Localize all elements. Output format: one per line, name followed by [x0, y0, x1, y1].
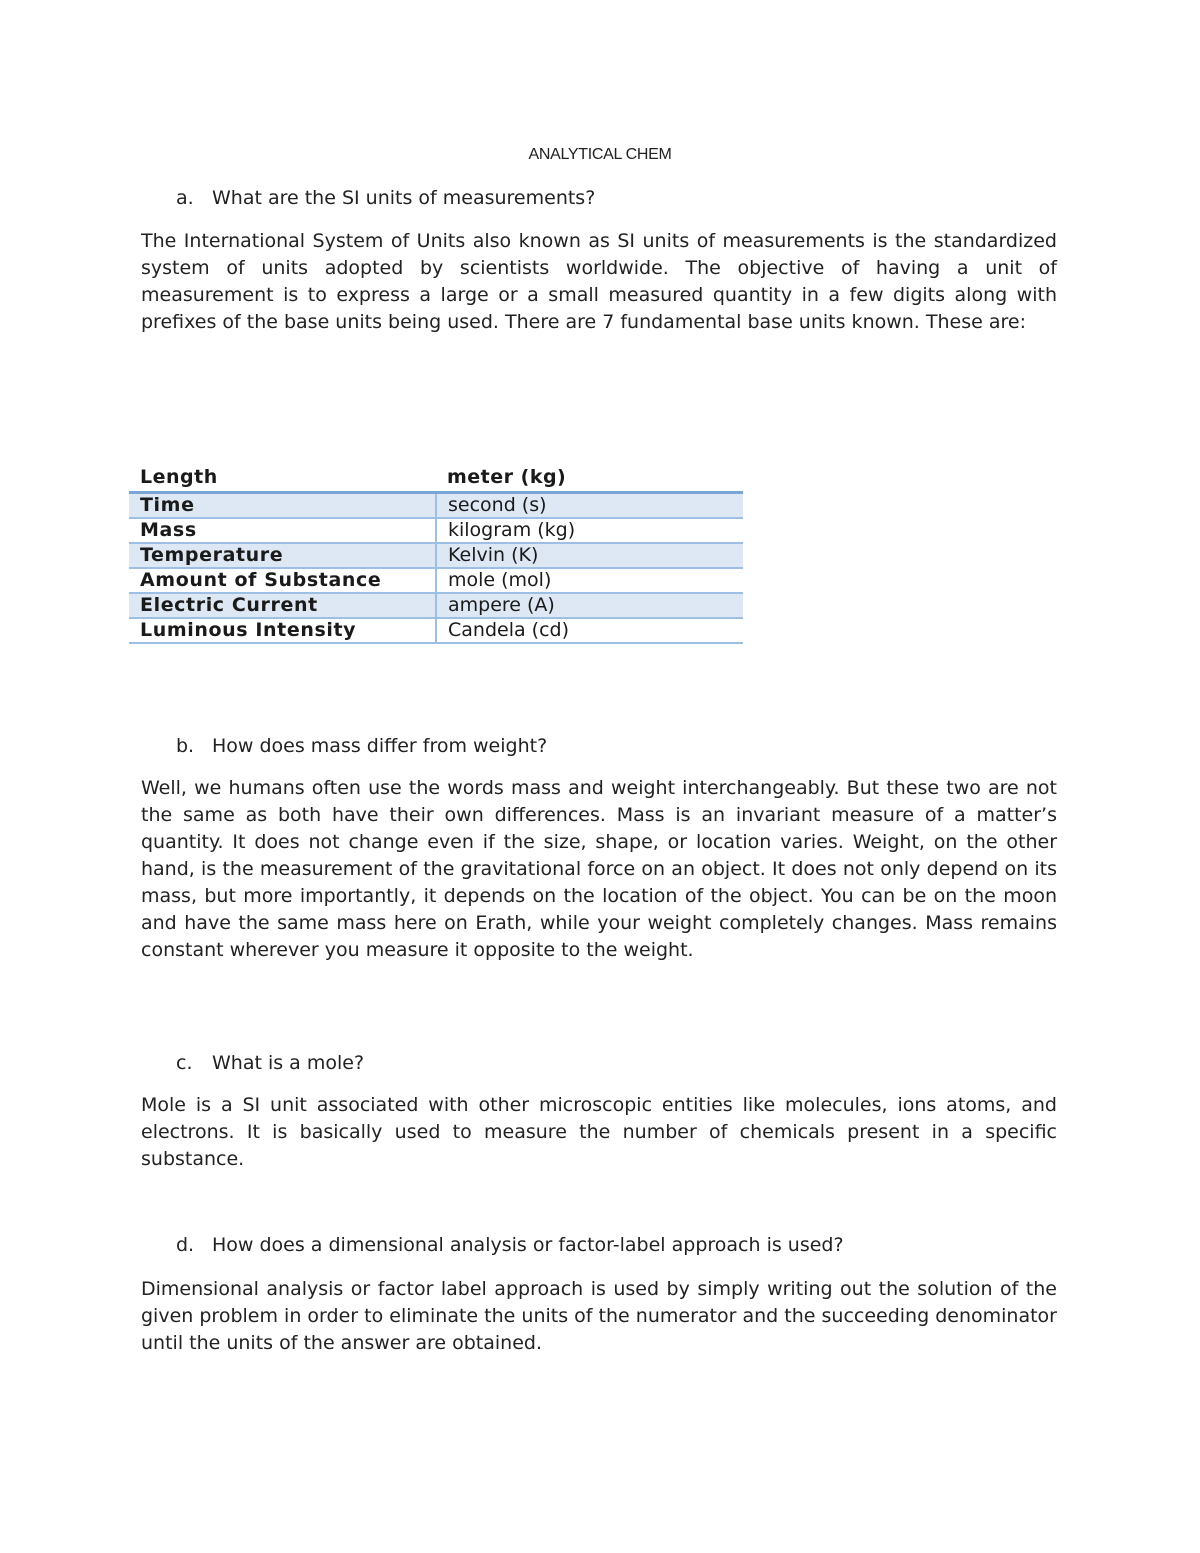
- unit-cell: Candela (cd): [436, 618, 743, 643]
- unit-cell: second (s): [436, 493, 743, 519]
- question-letter: c.: [176, 1052, 193, 1074]
- question-letter: b.: [176, 735, 195, 757]
- table-row: [129, 493, 743, 519]
- question-b: [176, 734, 547, 758]
- answer-b: Well, we humans often use the words mass and weight interchangeably. But these two are not the same as both have their own differences. Mass is an invariant measure of a matter’s quantity. It does not change even if the size, shape, or location varies. Weight, on the other hand, is the measurement of the gravitational force on an object. It does not only depend on its mass, but more importantly, it depends on the location of the object. You can be on the moon and have the same mass here on Erath, while your weight completely changes. Mass remains constant wherever you measure it opposite to the weight.: [141, 777, 1057, 961]
- answer-a: The International System of Units also known as SI units of measurements is the standardized system of units adopted by scientists worldwide. The objective of having a unit of measurement is to express a large or a small measured quantity in a few digits along with prefixes of the base units being used. There are 7 fundamental base units known. These are:: [141, 230, 1057, 333]
- unit-cell: ampere (A): [436, 593, 743, 618]
- header-unit: meter (kg): [436, 463, 743, 493]
- page-title: ANALYTICAL CHEM: [528, 146, 672, 163]
- header-quantity: Length: [129, 463, 436, 493]
- quantity-cell: Temperature: [129, 543, 436, 568]
- si-units-table: [129, 463, 743, 644]
- unit-cell: kilogram (kg): [436, 518, 743, 543]
- question-d: [176, 1233, 844, 1257]
- answer-d: Dimensional analysis or factor label approach is used by simply writing out the solution of the given problem in order to eliminate the units of the numerator and the succeeding denominator until the units of the answer are obtained.: [141, 1278, 1057, 1354]
- question-letter: d.: [176, 1234, 195, 1256]
- answer-c: Mole is a SI unit associated with other microscopic entities like molecules, ions atoms, and electrons. It is basically used to measure the number of chemicals present in a specific substance.: [141, 1094, 1057, 1170]
- quantity-cell: Electric Current: [129, 593, 436, 618]
- question-letter: a.: [176, 187, 194, 209]
- quantity-cell: Mass: [129, 518, 436, 543]
- question-a: [176, 186, 595, 210]
- question-text: How does a dimensional analysis or factor-label approach is used?: [212, 1234, 844, 1256]
- unit-cell: mole (mol): [436, 568, 743, 593]
- table-header-row: [129, 463, 743, 493]
- quantity-cell: Time: [129, 493, 436, 519]
- question-text: What is a mole?: [212, 1052, 365, 1074]
- unit-cell: Kelvin (K): [436, 543, 743, 568]
- table-row: [129, 518, 743, 543]
- question-text: How does mass differ from weight?: [212, 735, 548, 757]
- table-row: [129, 543, 743, 568]
- table-row: [129, 593, 743, 618]
- question-text: What are the SI units of measurements?: [212, 187, 596, 209]
- quantity-cell: Luminous Intensity: [129, 618, 436, 643]
- question-c: [176, 1051, 364, 1075]
- table-row: [129, 568, 743, 593]
- quantity-cell: Amount of Substance: [129, 568, 436, 593]
- table-row: [129, 618, 743, 643]
